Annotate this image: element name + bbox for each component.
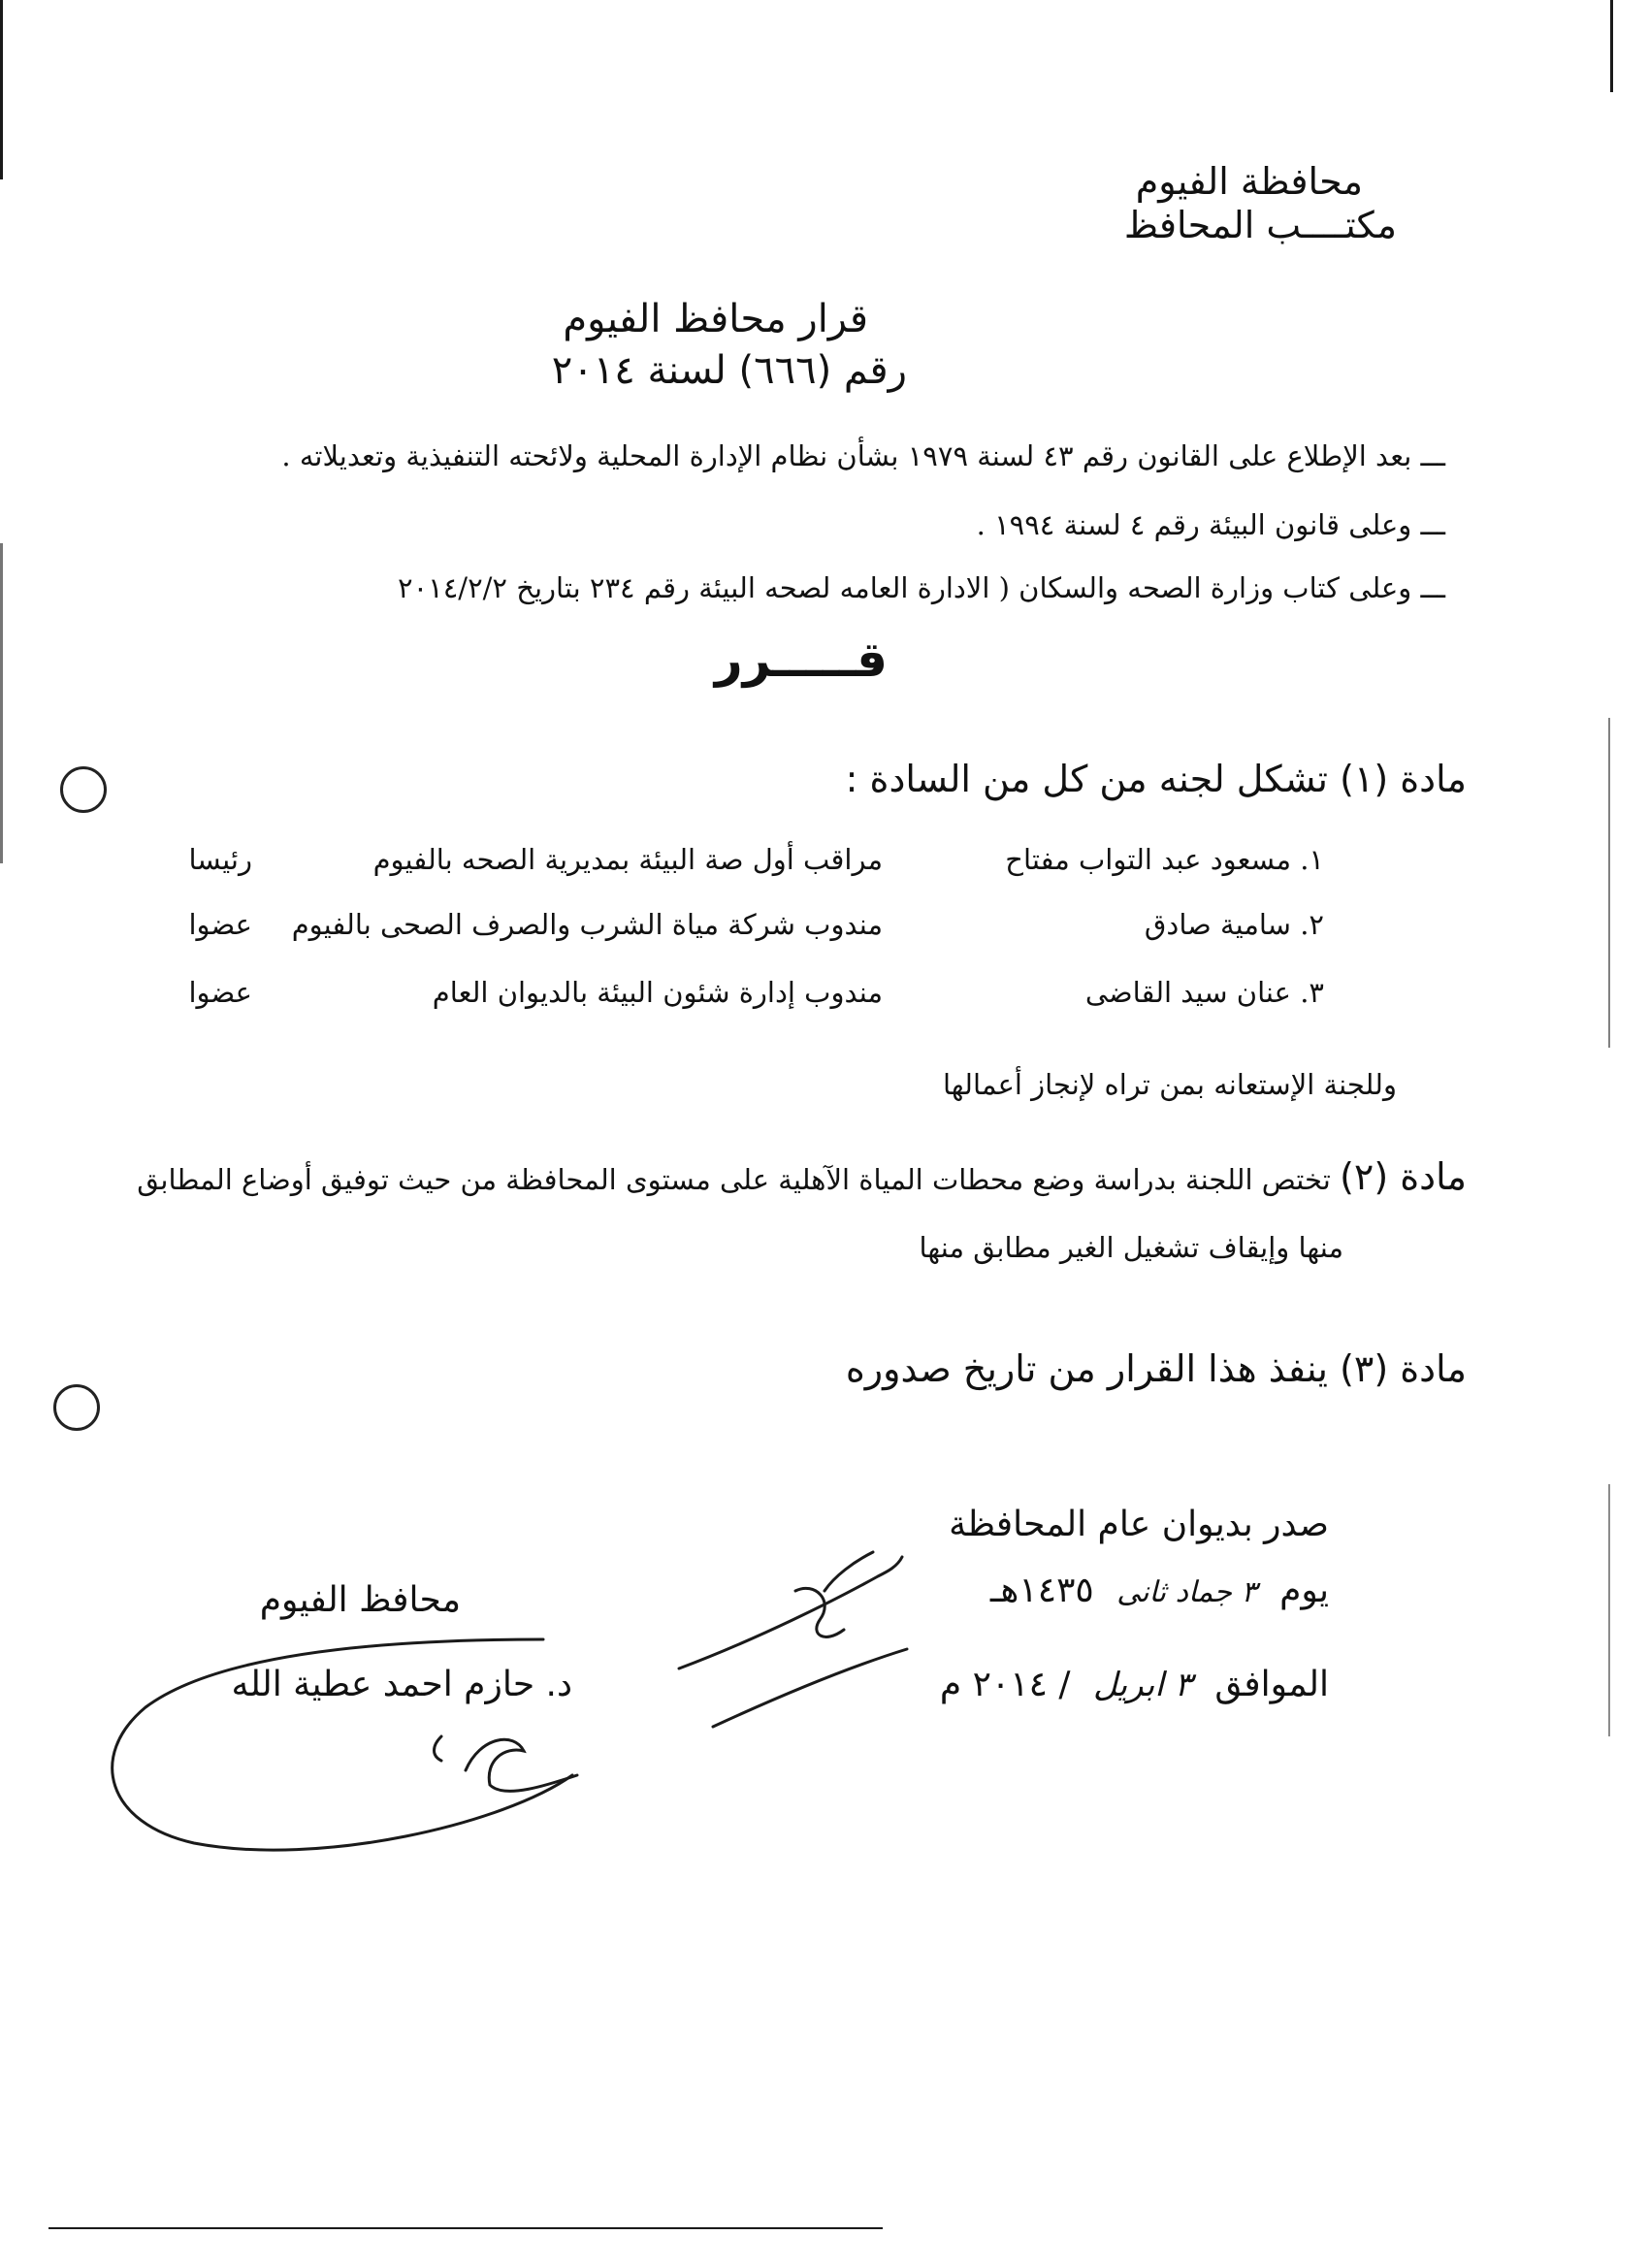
greg-handwritten: ٣ ابريل xyxy=(1092,1666,1192,1704)
member-position: عضوا xyxy=(188,908,252,941)
signature-stroke-hook xyxy=(795,1588,844,1636)
article-2-text: تختص اللجنة بدراسة وضع محطات المياة الآهلية على مستوى المحافظة من حيث توفيق أوضاع المطابق xyxy=(137,1163,1331,1196)
signature-mark xyxy=(435,1736,442,1761)
preamble-line: ـــ وعلى كتاب وزارة الصحه والسكان ( الادارة العامه لصحه البيئة رقم ٢٣٤ بتاريخ ٢٠١٤/٢/٢ xyxy=(398,571,1445,604)
signatory-name: د. حازم احمد عطية الله xyxy=(231,1665,572,1704)
member-position: رئيسا xyxy=(188,843,252,876)
signature-stroke-long xyxy=(679,1557,902,1669)
decree-number: رقم (٦٦٦) لسنة ٢٠١٤ xyxy=(551,348,907,393)
member-role: مندوب إدارة شئون البيئة بالديوان العام xyxy=(432,976,883,1009)
signature-stroke-cross xyxy=(713,1649,907,1727)
greg-prefix: الموافق xyxy=(1214,1665,1329,1704)
header-governorate: محافظة الفيوم xyxy=(1135,160,1363,203)
member-name: ٢. سامية صادق xyxy=(1144,908,1324,941)
hijri-year: ١٤٣٥هـ xyxy=(989,1571,1094,1610)
preamble-line: ـــ بعد الإطلاع على القانون رقم ٤٣ لسنة ١٩٧٩ بشأن نظام الإدارة المحلية ولائحته التنفيذية وتعديلاته . xyxy=(281,439,1445,472)
header-office: مكتــــب المحافظ xyxy=(1123,204,1397,246)
hijri-prefix: يوم xyxy=(1279,1571,1329,1610)
member-name: ١. مسعود عبد التواب مفتاح xyxy=(1005,843,1324,876)
issued-at: صدر بديوان عام المحافظة xyxy=(949,1505,1329,1544)
hijri-handwritten: ٣ جماد ثانى xyxy=(1116,1575,1257,1609)
signature-flourish-oval xyxy=(113,1639,572,1850)
decided-heading: قـــــرر xyxy=(714,632,888,688)
greg-year: / ٢٠١٤ م xyxy=(939,1665,1071,1704)
signature-stroke-tail xyxy=(824,1552,873,1591)
member-role: مندوب شركة مياة الشرب والصرف الصحى بالفيوم xyxy=(291,908,883,941)
member-position: عضوا xyxy=(188,976,252,1009)
article-3: مادة (٣) ينفذ هذا القرار من تاريخ صدوره xyxy=(845,1347,1467,1390)
preamble-line: ـــ وعلى قانون البيئة رقم ٤ لسنة ١٩٩٤ . xyxy=(976,508,1445,541)
decree-title: قرار محافظ الفيوم xyxy=(563,297,868,341)
member-role: مراقب أول صة البيئة بمديرية الصحه بالفيوم xyxy=(372,843,883,876)
article-1-heading: مادة (١) تشكل لجنه من كل من السادة : xyxy=(845,758,1467,800)
signatory-title: محافظ الفيوم xyxy=(259,1580,461,1620)
article-2-label: مادة (٢) xyxy=(1340,1155,1467,1198)
article-2-continuation: منها وإيقاف تشغيل الغير مطابق منها xyxy=(919,1231,1343,1264)
committee-assist-note: وللجنة الإستعانه بمن تراه لإنجاز أعمالها xyxy=(942,1068,1397,1101)
member-name: ٣. عنان سيد القاضى xyxy=(1084,976,1324,1009)
